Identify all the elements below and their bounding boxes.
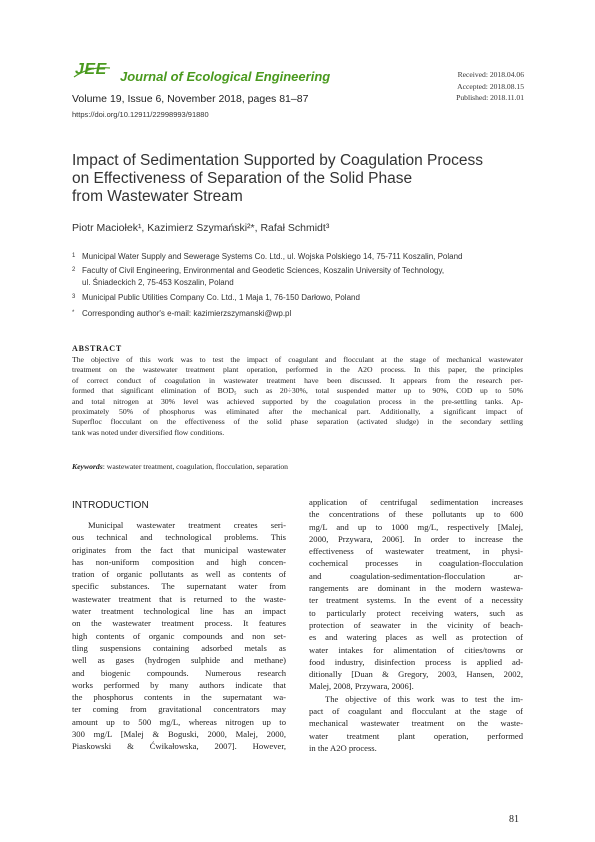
body-line: food industry, disinfection process is applied ad- bbox=[309, 656, 523, 667]
abstract-line: treatment on the wastewater treatment plant operation, performed in the A2O process. In this paper, the principles bbox=[72, 365, 523, 375]
body-line: works performed by many authors indicate that bbox=[72, 679, 286, 690]
body-line: ditionally [Duan & Gregory, 2003, Hansen, 2002, bbox=[309, 669, 523, 680]
body-line: originates from the fact that municipal wastewater bbox=[72, 544, 286, 555]
body-line: wastewater treatment that is returned to the waste- bbox=[72, 593, 286, 604]
body-line: ter coming from gravitational concentrators may bbox=[72, 704, 286, 715]
body-line: effectiveness of wastewater treatment, in physi- bbox=[309, 546, 523, 557]
received-date: Received: 2018.04.06 bbox=[457, 70, 524, 79]
body-line: protection of seawater in the vicinity of beach- bbox=[309, 619, 523, 630]
body-line: 2000, Przywara, 2006]. In order to increase the bbox=[309, 533, 523, 544]
affiliation-text: ul. Śniadeckich 2, 75-453 Koszalin, Poland bbox=[82, 278, 234, 287]
body-line: cochemical processes in coagulation-flocculation bbox=[309, 558, 523, 569]
published-date: Published: 2018.11.01 bbox=[456, 93, 524, 102]
body-line: the phosphorus contents in the supernatant wa- bbox=[72, 692, 286, 703]
affiliation-text: Municipal Public Utilities Company Co. Ltd., 1 Maja 1, 76-150 Darłowo, Poland bbox=[82, 293, 360, 302]
body-line: water treatment plant operation, performed bbox=[309, 730, 523, 741]
body-line: ous technical and technological problems. This bbox=[72, 532, 286, 543]
title-line: Impact of Sedimentation Supported by Coagulation Process bbox=[72, 152, 483, 169]
journal-logo-swoosh-icon bbox=[72, 64, 112, 80]
abstract-line: formed that significant elimination of BOD₅ such as 20÷30%, total suspended matter up to 90%, COD up to 50% bbox=[72, 386, 523, 396]
body-line: tling suspensions containing adsorbed metals as bbox=[72, 642, 286, 653]
body-line: water treatment technological line has an impact bbox=[72, 606, 286, 617]
keywords bbox=[72, 462, 523, 471]
title-line: from Wastewater Stream bbox=[72, 188, 243, 205]
body-line: mg/L and up to 1000 mg/L, respectively [Malej, bbox=[309, 521, 523, 532]
affiliation-number: 1 bbox=[72, 253, 76, 259]
body-line: to particularly protect receiving waters, such as bbox=[309, 607, 523, 618]
affiliation-number: 2 bbox=[72, 267, 76, 273]
body-line: mechanical wastewater treatment on the waste- bbox=[309, 718, 523, 729]
journal-logo: JEE bbox=[75, 61, 107, 78]
corresponding-email[interactable]: Corresponding author's e-mail: kazimierzszymanski@wp.pl bbox=[82, 309, 292, 318]
body-line: has non-uniform composition and high concen- bbox=[72, 556, 286, 567]
abstract-line: tank was noted under diversified flow conditions. bbox=[72, 427, 225, 437]
body-line: application of centrifugal sedimentation increases bbox=[309, 497, 523, 507]
body-line: tration of organic pollutants as well as contents of bbox=[72, 569, 286, 580]
abstract-body bbox=[72, 355, 523, 438]
article-dates bbox=[456, 69, 524, 104]
keywords-label: Keywords bbox=[72, 462, 103, 471]
affiliation-number: * bbox=[72, 310, 75, 316]
body-line: 300 mg/L [Malej & Boguski, 2000, Malej, 2000, bbox=[72, 729, 286, 740]
doi-link[interactable]: https://doi.org/10.12911/22998993/91880 bbox=[72, 110, 209, 119]
body-line: the concentrations of these pollutants up to 600 bbox=[309, 509, 523, 520]
body-line: The objective of this work was to test the im- bbox=[325, 693, 523, 704]
keywords-text: : wastewater treatment, coagulation, flocculation, separation bbox=[102, 462, 289, 471]
issue-line: Volume 19, Issue 6, November 2018, pages 81–87 bbox=[72, 93, 309, 105]
title-line: on Effectiveness of Separation of the Solid Phase bbox=[72, 170, 413, 187]
section-heading-introduction: INTRODUCTION bbox=[72, 500, 149, 511]
body-line: Piaskowski & Ćwikałowska, 2007]. However, bbox=[72, 741, 286, 752]
abstract-line: The objective of this work was to test the impact of coagulant and flocculant at the stage of mechanical wastewater bbox=[72, 355, 523, 364]
abstract-line: of correct conduct of coagulation in wastewater treatment have been discussed. It appears from the research per- bbox=[72, 375, 523, 385]
accepted-date: Accepted: 2018.08.15 bbox=[457, 81, 524, 91]
body-line: pact of coagulant and flocculant at the stage of bbox=[309, 706, 523, 717]
body-line: amount up to 500 mg/L, whereas nitrogen up to bbox=[72, 716, 286, 727]
body-line: specific substances. The supernatant water from bbox=[72, 581, 286, 592]
abstract-heading: ABSTRACT bbox=[72, 344, 122, 353]
body-line: and coagulation-sedimentation-flocculation ar- bbox=[309, 570, 523, 581]
author-list: Piotr Maciołek¹, Kazimierz Szymański²*, Rafał Schmidt³ bbox=[72, 222, 330, 234]
body-line: water intakes for alimentation of cities/towns or bbox=[309, 644, 523, 655]
body-line: rangements are dominant in the modern wastewa- bbox=[309, 583, 523, 594]
body-column-left bbox=[72, 519, 286, 753]
body-line: Malej, 2008, Przywara, 2006]. bbox=[309, 681, 414, 692]
body-line: in the A2O process. bbox=[309, 742, 377, 753]
affiliation-number: 3 bbox=[72, 294, 76, 300]
body-line: ter treatment systems. In the event of a necessity bbox=[309, 595, 523, 606]
page-number: 81 bbox=[509, 814, 519, 825]
article-title bbox=[72, 152, 502, 206]
body-line: and biogenic compounds. Numerous research bbox=[72, 667, 286, 678]
body-line: high contents of organic compounds and non set- bbox=[72, 630, 286, 641]
body-line: well as gases (hydrogen sulphide and methane) bbox=[72, 655, 286, 666]
body-line: on the wastewater treatment process. It features bbox=[72, 618, 286, 629]
abstract-line: and total nitrogen at 30% level was achieved supported by the coagulation process in the pre-settling tanks. Ap- bbox=[72, 396, 523, 406]
body-line: es and watering places as well as protection of bbox=[309, 632, 523, 643]
journal-name: Journal of Ecological Engineering bbox=[120, 69, 331, 84]
body-column-right bbox=[309, 496, 523, 754]
body-line: Municipal wastewater treatment creates seri- bbox=[88, 520, 286, 530]
affiliation-text: Municipal Water Supply and Sewerage Systems Co. Ltd., ul. Wojska Polskiego 14, 75-711 Koszalin, Poland bbox=[82, 252, 463, 261]
abstract-line: Superfloc flocculant on the effectiveness of the solid phase separation (activated sludge) in the secondary settling bbox=[72, 417, 523, 427]
affiliation-text: Faculty of Civil Engineering, Environmental and Geodetic Sciences, Koszalin University of Technology, bbox=[82, 266, 445, 275]
abstract-line: proximately 50% of phosphorus was eliminated after the mechanical part. Additionally, a significant impact of bbox=[72, 406, 523, 416]
